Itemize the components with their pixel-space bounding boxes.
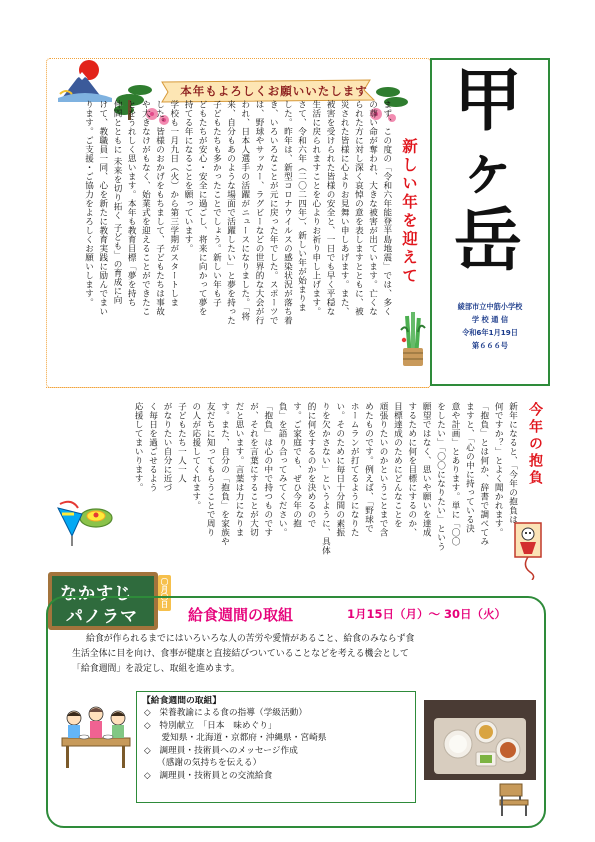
text-column: ホームランが打てるようになりた [349, 402, 360, 537]
text-column: だと思います。言葉は力になりま [234, 402, 244, 537]
masthead-glyph-3: 岳 [453, 201, 522, 281]
text-column: や大きなけがもなく、始業式を迎えることができたこ [140, 100, 151, 316]
text-column: 応援してまいります。 [133, 402, 144, 492]
kyushoku-body-line-2: 生活全体に目を向け、食事が健康と直接結びついていることなどを考える機会として [72, 649, 409, 660]
text-column: 意や計画」とあります。単に「〇〇 [450, 402, 460, 546]
text-column: 子どもたちも多かったことでしょう。新しい年も子 [211, 100, 222, 307]
text-column: ります。ご支援・ご協力をよろしくお願いします。 [83, 100, 94, 307]
fuji-sunrise-illustration [58, 58, 112, 102]
text-column: とをうれしく思います。本年も教育目標「夢を持ち [126, 100, 137, 307]
sign-line-2: パノラマ [66, 607, 138, 627]
text-column: 生活に戻られますことを心よりお祈り申し上げます。 [310, 100, 321, 316]
kyushoku-body-line-1: 給食が作られるまでにはいろいろな人の苦労や愛情があること、給食のみならず食 [86, 634, 415, 644]
sign-line-1: なかすじ [60, 584, 132, 604]
masthead-title [440, 61, 536, 286]
school-lunch-photo [424, 700, 536, 780]
text-column: 新年になると、「今年の抱負は [507, 402, 518, 524]
kyushoku-list-item-5: （感謝の気持ちを伝える） [144, 758, 262, 769]
kyushoku-list-item-2: ◇ 特別献立 「日本 味めぐり」 [144, 720, 277, 731]
text-column: 負」を語り合ってみてください。 [277, 402, 288, 537]
text-column: した。昨年は、新型コロナウイルスの感染状況が落ち着 [282, 100, 293, 325]
text-column: の人が応援してくれます。 [190, 402, 201, 510]
text-column: く毎日を過ごせるよう [147, 402, 158, 492]
kyushoku-list-item-6: ◇ 調理員・技術員との交流給食 [144, 770, 273, 781]
section-heading-hofu: 今年の抱負 [527, 402, 543, 487]
text-column: りを欠かさない」というように、具体 [320, 402, 331, 555]
kyushoku-list-item-3: 愛知県・北海道・京都府・沖縄県・宮崎県 [144, 733, 327, 744]
text-column: をしたい」「〇〇になりたい」という [435, 402, 446, 551]
text-column: まず、この度の「令和六年能登半島地震」では、多く [381, 100, 392, 316]
kadomatsu-illustration [398, 310, 428, 370]
school-chair-illustration [494, 782, 534, 818]
text-column: 持てる年になることを願っています。 [183, 100, 193, 253]
text-column: が、それを言葉にすることが大切 [248, 402, 259, 537]
koma-illustration [52, 480, 122, 550]
text-column: ますと、「心の中に持っている決 [464, 402, 475, 533]
masthead-info [440, 300, 540, 352]
text-column: 的に何をするのかを決めるので [306, 402, 316, 528]
kyushoku-body [64, 632, 534, 678]
text-column: られた方に対し深く哀悼の意を表しますとともに、被 [353, 100, 364, 316]
kyushoku-dates: 1月15日（月）～ 30日（火） [347, 607, 507, 621]
kite-illustration [512, 520, 546, 580]
text-column: 来、自分もあのような場面で活躍したい」と夢を持った [225, 100, 236, 325]
banner-text: 本年もよろしくお願いいたします [180, 84, 368, 98]
text-column: す。ご家庭でも、ぜひ今年の抱 [291, 402, 302, 528]
kyushoku-headline: 給食週間の取組 [188, 606, 294, 624]
kyushoku-body-line-3: 「給食週間」を設定し、取組を進めます。 [72, 664, 240, 675]
text-column: さて、令和六年（二〇二四年）、新しい年が始まりま [296, 100, 307, 312]
text-column: 仲間とともに 未来を切り拓く 子ども」の育成に向 [112, 100, 122, 305]
text-column: 何ですか？」とよく聞かれます。 [493, 402, 504, 537]
text-column: どもたちが安心・安全に過ごし、将来に向かって夢を [197, 100, 208, 316]
text-column: 「抱負」とは何か、辞書で調べてみ [478, 402, 489, 546]
masthead-glyph-2: ヶ [458, 135, 517, 203]
text-column: 「抱負」は心の中で持つものです [262, 402, 273, 537]
text-column: の尊い命が奪われ、大きな被害が出ています。亡くな [367, 100, 378, 316]
section-heading-new-year: 新しい年を迎えて [400, 138, 419, 286]
text-column: 目標達成のためにどんなことを [392, 402, 403, 528]
masthead-glyph-1: 甲 [453, 61, 522, 141]
text-column: けて、教職員一同、心を新たに教育実践に励んでまい [97, 100, 108, 316]
text-column: い。そのために毎日十分間の素振 [334, 402, 345, 537]
text-column: めたものです。例えば、「野球で [363, 402, 374, 533]
text-column: がなりたい自分に近づ [162, 402, 172, 492]
school-name: 綾部市立中筋小学校 [457, 302, 523, 311]
text-column: 被害を受けられた皆様の安全と、一日でも早く平穏な [325, 100, 335, 316]
children-eating-illustration [58, 700, 134, 774]
text-column: するために何を目標にするのか、 [406, 402, 417, 537]
text-column: き、いろいろなことが元に戻った年でした。スポーツで [268, 100, 279, 325]
text-column: す。また、自分の「抱負」を家族や [219, 402, 230, 546]
issue-date: 令和6年1月19日 [462, 328, 518, 337]
text-column: 頑張りたいのかということまで含 [378, 402, 388, 537]
newsletter-kind: 学 校 通 信 [471, 315, 509, 324]
text-column: 災された皆様に心よりお見舞い申しあげます。また、 [339, 100, 350, 316]
issue-number: 第６６６号 [472, 341, 508, 350]
kyushoku-list-title: 【給食週間の取組】 [142, 696, 222, 706]
sign-side-label: 〇月〇日 [158, 575, 171, 611]
text-column: 学校も一月九日（火）から第三学期がスタートしま [168, 100, 179, 307]
text-column: われ、日本人選手の活躍がニュースになりました。「将 [239, 100, 250, 321]
kyushoku-list [144, 707, 414, 783]
section-divider [46, 387, 429, 388]
kyushoku-list-item-4: ◇ 調理員・技術員へのメッセージ作成 [144, 745, 298, 756]
text-column: 友だちに知ってもらうことで周り [205, 402, 216, 537]
text-column: 子どもたち一人一人 [176, 402, 187, 483]
text-column: 願望ではなく、思いや願いを達成 [421, 402, 432, 537]
kyushoku-list-item-1: ◇ 栄養教諭による食の指導（学級活動） [144, 708, 308, 718]
text-column: した。皆様のおかげをもちまして、子どもたちは事故 [154, 100, 165, 316]
text-column: は、野球やサッカー、ラグビーなどの世界的な大会が行 [254, 100, 264, 325]
